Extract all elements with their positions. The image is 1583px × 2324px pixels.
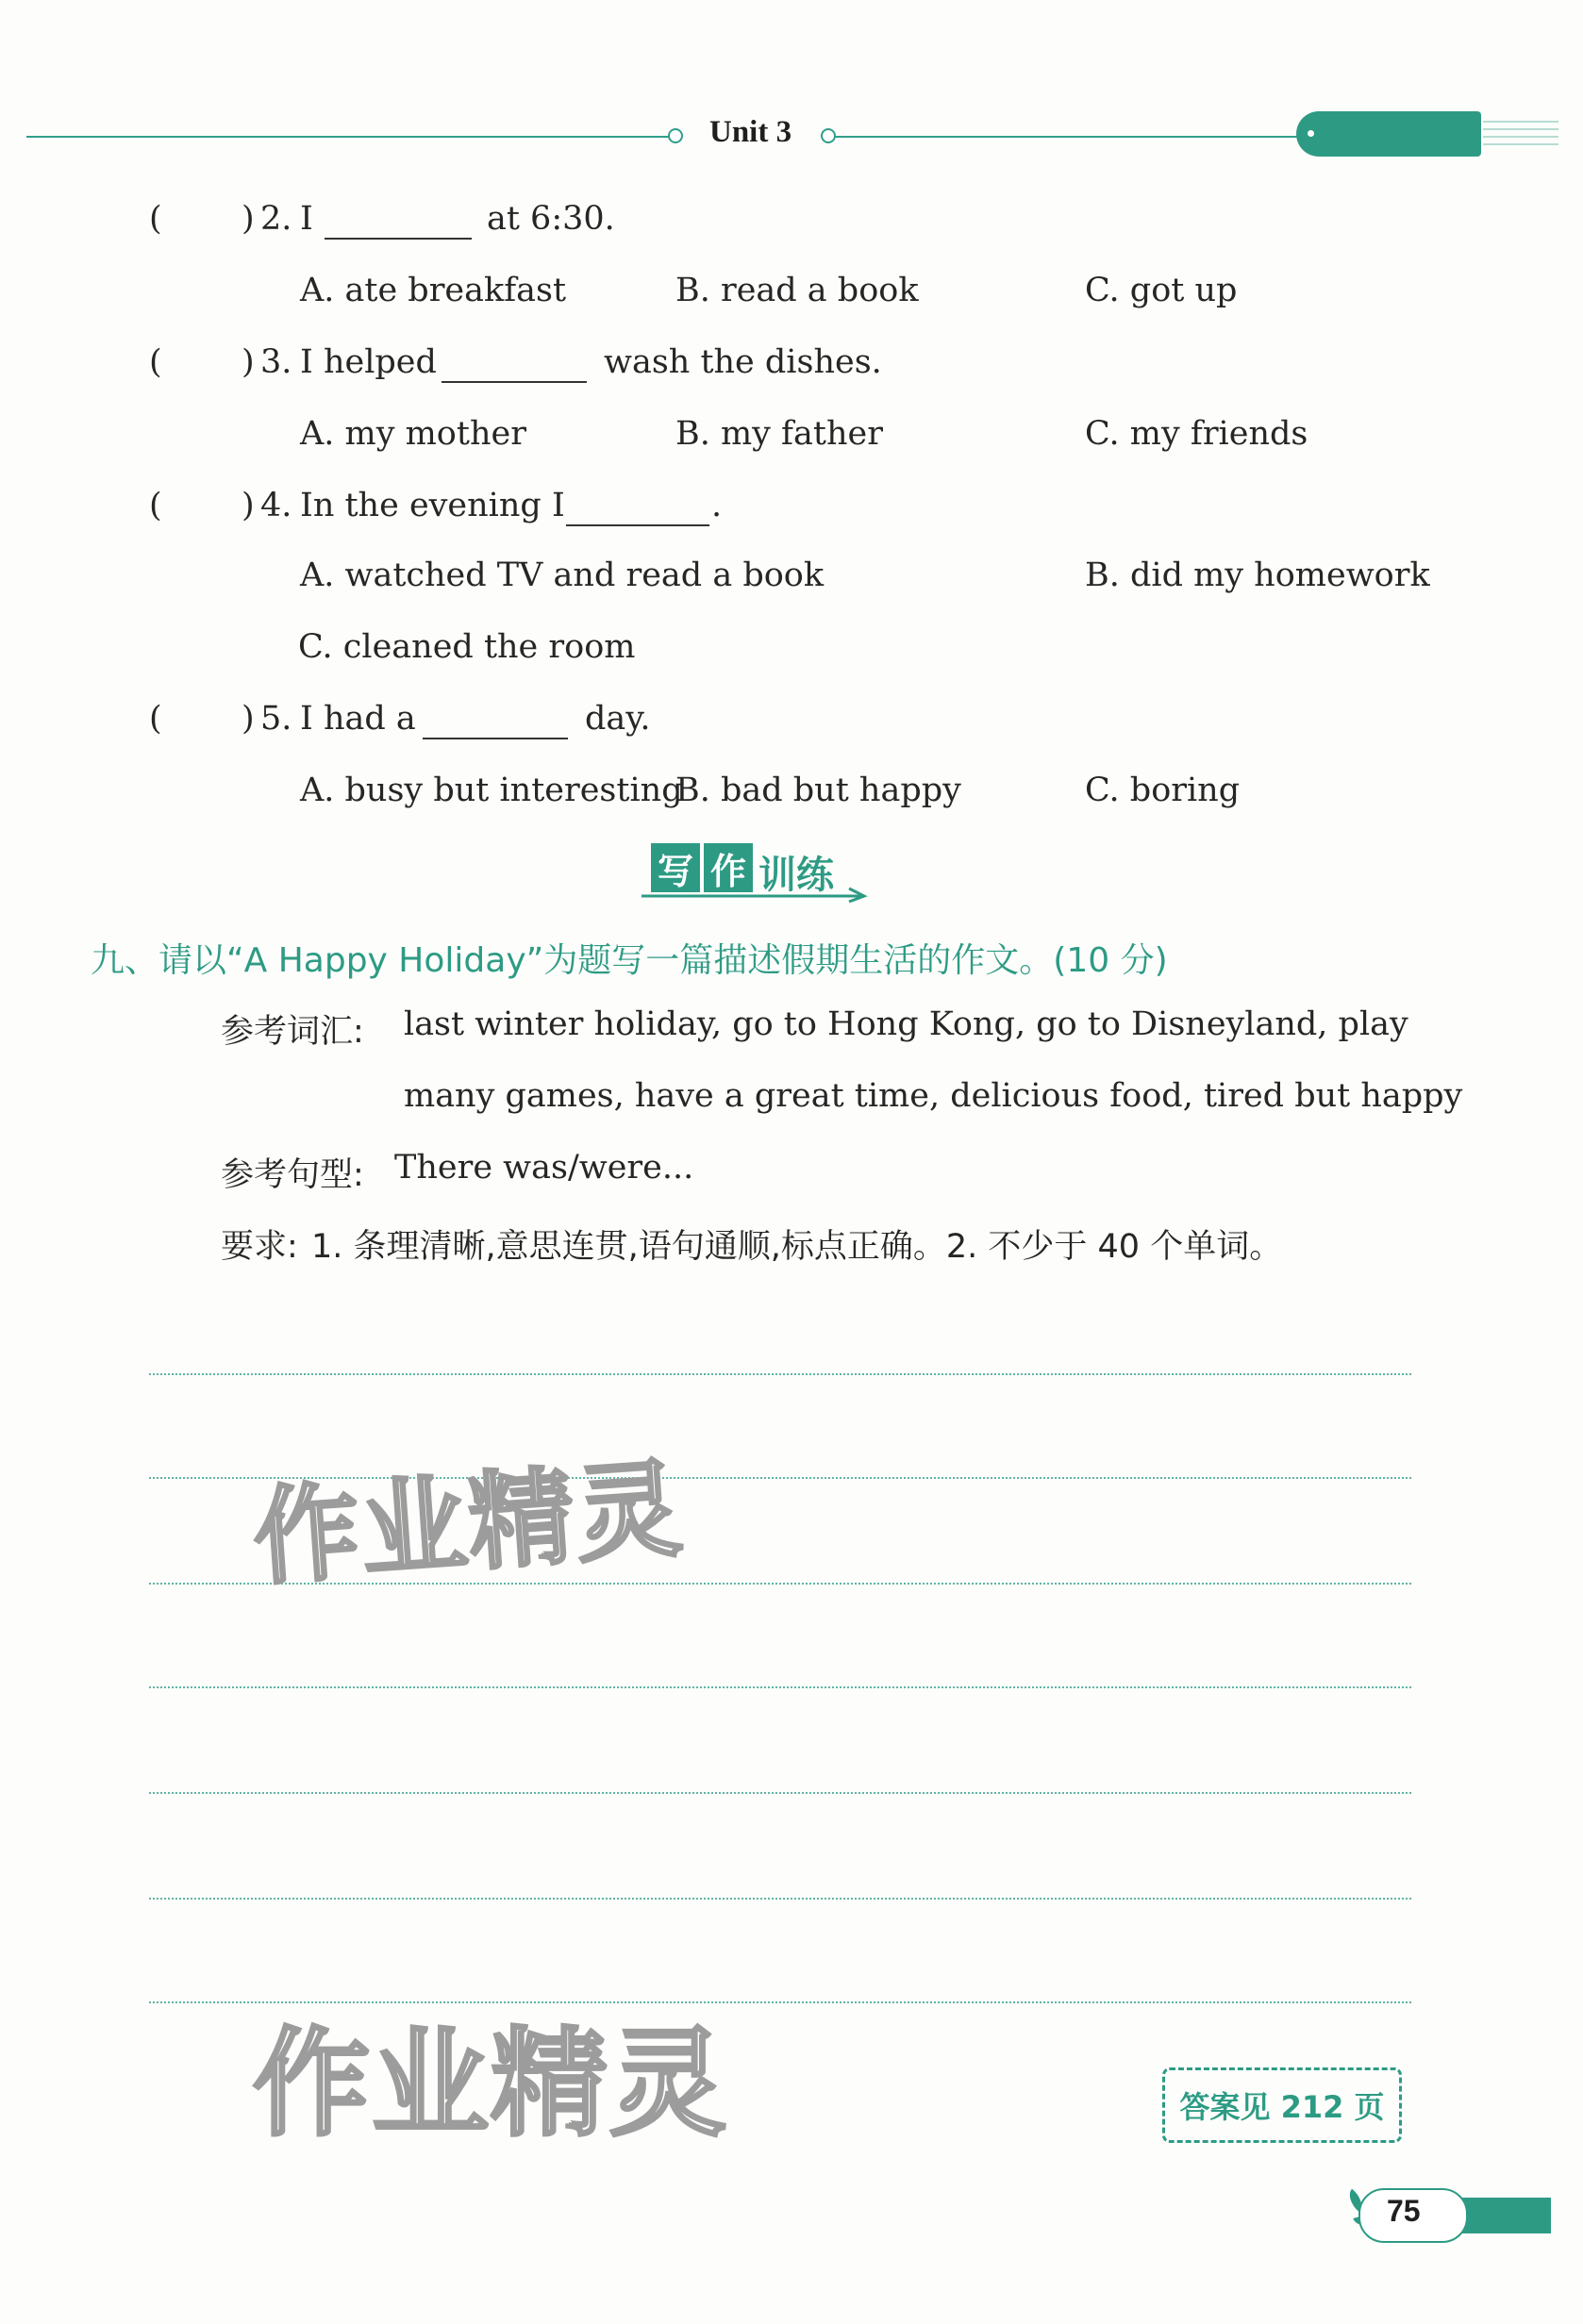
blank-line (442, 381, 587, 383)
option-c: C. cleaned the room (298, 628, 636, 666)
header-stripe (1483, 143, 1558, 145)
answer-paren-open: ( (149, 487, 162, 524)
pattern-label: 参考句型: (221, 1156, 364, 1194)
requirement-label: 要求: (221, 1228, 298, 1266)
answer-paren-open: ( (149, 200, 162, 238)
vocab-label: 参考词汇: (221, 1013, 364, 1051)
option-a: A. busy but interesting (300, 772, 683, 809)
question-stem-pre: I (300, 200, 313, 238)
header-tab-dot (1308, 130, 1314, 137)
watermark: 作业精灵 (253, 2017, 729, 2152)
badge-arrow-icon (638, 881, 874, 905)
vocab-line-1: last winter holiday, go to Hong Kong, go to Disneyland, play (404, 1005, 1408, 1043)
option-c: C. my friends (1085, 415, 1308, 453)
writing-line[interactable] (149, 1373, 1411, 1375)
option-b: B. read a book (675, 272, 919, 309)
header-ring-left (668, 128, 683, 143)
question-stem-post: . (711, 487, 723, 524)
header-stripe (1483, 128, 1558, 130)
requirement-text: 1. 条理清晰,意思连贯,语句通顺,标点正确。2. 不少于 40 个单词。 (311, 1228, 1283, 1266)
pattern-text: There was/were... (394, 1149, 694, 1187)
option-a: A. ate breakfast (300, 272, 567, 309)
vocab-line-2: many games, have a great time, delicious food, tired but happy (404, 1077, 1463, 1115)
writing-task-title: 九、请以“A Happy Holiday”为题写一篇描述假期生活的作文。(10 分) (91, 941, 1168, 980)
badge-char-box: 写 (651, 843, 700, 892)
option-b: B. did my homework (1085, 556, 1430, 594)
writing-line[interactable] (149, 1686, 1411, 1688)
option-c: C. got up (1085, 272, 1238, 309)
badge-text: 训练 (758, 854, 834, 897)
question-stem-pre: I helped (300, 343, 437, 381)
answer-paren-close: ) (242, 700, 255, 738)
blank-line (325, 238, 472, 240)
writing-line[interactable] (149, 1898, 1411, 1900)
option-a: A. watched TV and read a book (300, 556, 825, 594)
watermark: 作业精灵 (249, 1448, 688, 1601)
answer-paren-open: ( (149, 343, 162, 381)
header-stripe (1483, 136, 1558, 138)
header-stripe (1483, 121, 1558, 123)
option-c: C. boring (1085, 772, 1241, 809)
answer-paren-close: ) (242, 200, 255, 238)
option-b: B. bad but happy (675, 772, 961, 809)
header-rule-right (834, 136, 1306, 138)
question-number: 3. (260, 343, 292, 381)
question-stem-pre: I had a (300, 700, 416, 738)
answer-reference-box: 答案见 212 页 (1162, 2067, 1402, 2143)
answer-paren-close: ) (242, 487, 255, 524)
page-number: 75 (1387, 2194, 1421, 2228)
question-number: 2. (260, 200, 292, 238)
blank-line (423, 738, 568, 739)
answer-paren-open: ( (149, 700, 162, 738)
question-stem-post: at 6:30. (487, 200, 615, 238)
option-b: B. my father (675, 415, 883, 453)
unit-title: Unit 3 (709, 115, 792, 149)
question-stem-pre: In the evening I (300, 487, 565, 524)
blank-line (566, 524, 709, 526)
writing-line[interactable] (149, 1792, 1411, 1794)
question-stem-post: day. (585, 700, 651, 738)
option-a: A. my mother (300, 415, 526, 453)
answer-paren-close: ) (242, 343, 255, 381)
question-number: 5. (260, 700, 292, 738)
header-tab-bar (1296, 111, 1481, 157)
question-number: 4. (260, 487, 292, 524)
header-rule-left (26, 136, 674, 138)
question-stem-post: wash the dishes. (604, 343, 882, 381)
badge-char-box: 作 (704, 843, 753, 892)
